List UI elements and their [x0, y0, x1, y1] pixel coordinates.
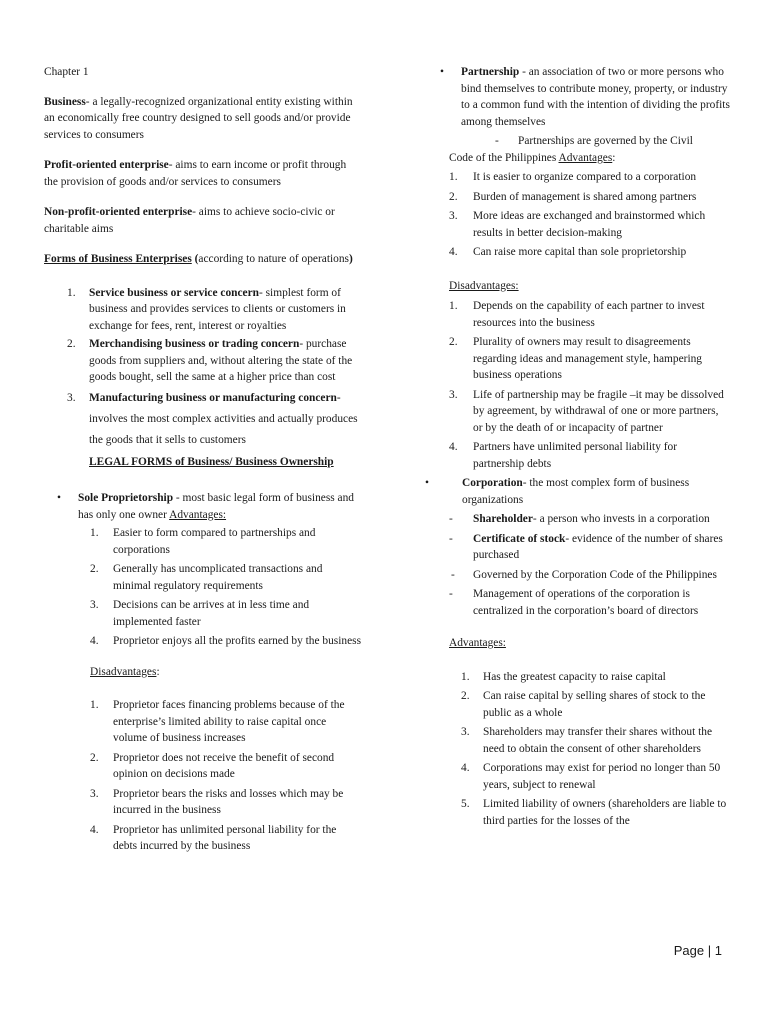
list-text: Corporations may exist for period no longer than 50 years, subject to renewal [483, 762, 721, 791]
list-item [449, 169, 730, 186]
list-term: Certificate of stock [473, 532, 566, 545]
forms-heading-paren: ( [194, 253, 199, 265]
list-number: 4. [90, 635, 99, 647]
list-text: Proprietor bears the risks and losses which may be incurred in the business [113, 787, 344, 816]
forms-heading-close: ) [348, 253, 353, 265]
list-number: 1. [461, 670, 470, 683]
dash-icon: - [451, 568, 455, 581]
list-text: Easier to form compared to partnerships and corporations [113, 527, 316, 556]
list-item [67, 336, 362, 386]
list-number: 2. [461, 690, 470, 702]
page-label: Page [673, 943, 705, 958]
civil-code-line-2: Code of the Philippines [449, 151, 559, 164]
forms-heading-bold: Forms of Business Enterprises [44, 253, 192, 265]
page-separator: | [707, 943, 712, 958]
list-item [449, 531, 730, 564]
legal-forms-heading: LEGAL FORMS of Business/ Business Ownership [89, 455, 334, 468]
partnership-section [440, 64, 730, 130]
list-text: Life of partnership may be fragile –it may be dissolved by agreement, by withdrawal of one or more partners, or by the death of or incapacity of partner [473, 388, 724, 434]
list-item [449, 334, 730, 384]
partnership-text: - an association of two or more persons who bind themselves to contribute money, property, or industry to a common fund with the intention of dividing the profits among themselves [461, 66, 730, 128]
list-text: - evidence of the number of shares purchased [473, 532, 723, 561]
list-item [449, 298, 730, 331]
list-item [90, 597, 362, 630]
definition-profit-oriented [44, 157, 362, 190]
list-number: 1. [90, 699, 99, 711]
dash-icon: - [449, 532, 453, 545]
list-text: Proprietor enjoys all the profits earned by the business [113, 635, 362, 647]
list-number: 3. [449, 388, 458, 401]
forms-list [67, 285, 362, 451]
list-text: Proprietor does not receive the benefit of second opinion on decisions made [113, 751, 335, 780]
right-column [425, 64, 730, 832]
bullet-icon: • [440, 66, 444, 78]
list-text: Burden of management is shared among partners [473, 190, 697, 203]
list-item [90, 525, 362, 558]
list-item [90, 750, 362, 783]
list-item [461, 760, 730, 793]
list-text: Proprietor faces financing problems because of the enterprise’s limited ability to raise capital once volume of business increases [113, 699, 345, 744]
dash-icon: - [449, 588, 453, 600]
list-text: Shareholders may transfer their shares without the need to obtain the consent of other shareholders [483, 726, 713, 755]
sole-disadvantages-label: Disadvantages [90, 665, 157, 678]
list-item [461, 688, 730, 721]
list-number: 2. [90, 751, 99, 764]
list-item [90, 786, 362, 819]
list-text: Plurality of owners may result to disagreements regarding ideas and management style, hampering business operations [473, 336, 702, 381]
list-text: Can raise capital by selling shares of stock to the public as a whole [483, 690, 706, 719]
page-number: 1 [714, 943, 722, 958]
sole-proprietorship-definition [78, 490, 362, 523]
list-number: 3. [90, 787, 99, 800]
list-item [461, 796, 730, 829]
sole-text: - most basic legal form of business and has only one owner [78, 492, 354, 521]
list-text: - purchase goods from suppliers and, without altering the state of the goods bought, sell the same at a higher price than cost [89, 338, 353, 383]
partnership-definition [461, 64, 730, 130]
list-item [67, 285, 362, 335]
partnership-advantages-label: Advantages [558, 151, 613, 164]
corporation-section [425, 475, 730, 508]
list-term: Service business or service concern [89, 286, 259, 299]
list-item [67, 388, 362, 451]
partnership-civil-code [449, 133, 730, 166]
forms-heading-rest: according to nature of operations [198, 253, 349, 265]
definition-business [44, 94, 362, 144]
list-text: It is easier to organize compared to a corporation [473, 171, 697, 183]
list-text: - simplest form of business and provides services to clients or customers in exchange for fees, rent, interest or royalties [89, 286, 346, 332]
list-text: More ideas are exchanged and brainstormed which results in better decision-making [473, 210, 706, 239]
corporation-advantages-label: Advantages: [449, 637, 506, 649]
list-text: Partners have unlimited personal liability for partnership debts [473, 441, 678, 470]
chapter-title: Chapter 1 [44, 66, 89, 78]
list-item [90, 697, 362, 747]
list-number: 1. [67, 286, 76, 299]
list-item [90, 822, 362, 855]
colon: : [156, 665, 160, 678]
list-text: Generally has uncomplicated transactions and minimal regulatory requirements [113, 563, 323, 592]
list-number: 3. [67, 391, 76, 404]
list-number: 1. [449, 300, 458, 312]
list-text: - involves the most complex activities and actually produces the goods that it sells to customers [89, 391, 358, 446]
sole-disadvantages-heading [90, 664, 362, 681]
sole-proprietorship-section [57, 490, 362, 855]
dash-icon: - [495, 135, 499, 147]
list-text: Management of operations of the corporation is centralized in the corporation’s board of directors [473, 588, 699, 617]
corporation-text: - the most complex form of business organizations [462, 477, 690, 506]
list-number: 4. [461, 762, 470, 774]
sole-disadvantages-list [90, 697, 362, 855]
list-number: 3. [90, 599, 99, 611]
list-item [90, 561, 362, 594]
definition-term: Non-profit-oriented enterprise [44, 206, 193, 218]
list-number: 4. [90, 823, 99, 836]
list-number: 2. [67, 338, 76, 350]
page-number-footer [674, 943, 722, 960]
forms-heading [44, 251, 362, 268]
list-number: 2. [449, 336, 458, 348]
list-number: 5. [461, 798, 470, 810]
list-number: 1. [449, 171, 458, 183]
list-term: Manufacturing business or manufacturing concern [89, 391, 337, 404]
list-number: 3. [449, 210, 458, 222]
list-text: Limited liability of owners (shareholders are liable to third parties for the losses of the [483, 798, 727, 827]
colon: : [612, 151, 616, 164]
list-item [449, 189, 730, 206]
list-item [451, 567, 730, 584]
corporation-term: Corporation [462, 477, 523, 489]
list-item [449, 244, 730, 261]
list-item [461, 724, 730, 757]
partnership-disadvantages-label: Disadvantages: [449, 279, 519, 292]
sole-term: Sole Proprietorship [78, 492, 174, 504]
definition-term: Business [44, 95, 86, 108]
definition-term: Profit-oriented enterprise [44, 159, 169, 171]
corporation-items-list [449, 511, 730, 619]
corporation-advantages-list [461, 669, 730, 830]
list-number: 4. [449, 441, 458, 453]
definition-text: - a legally-recognized organizational entity existing within an economically free country designed to sell goods and/or provide services to consumers [44, 95, 353, 141]
partnership-advantages-list [449, 169, 730, 261]
list-text: Governed by the Corporation Code of the Philippines [473, 568, 717, 581]
list-item [449, 511, 730, 528]
left-column [44, 64, 362, 858]
definition-text: - aims to earn income or profit through the provision of goods and/or services to consumers [44, 159, 347, 188]
list-item [449, 586, 730, 619]
partnership-term: Partnership [461, 66, 520, 78]
list-item [449, 387, 730, 437]
list-number: 2. [449, 190, 458, 203]
bullet-icon: • [57, 492, 61, 504]
list-text: Proprietor has unlimited personal liability for the debts incurred by the business [113, 823, 337, 852]
list-term: Shareholder [473, 513, 533, 525]
list-item [461, 669, 730, 686]
sole-advantages-list [90, 525, 362, 650]
corporation-definition [462, 475, 730, 508]
bullet-icon: • [425, 477, 429, 489]
definition-non-profit [44, 204, 362, 237]
list-text: Depends on the capability of each partner to invest resources into the business [473, 300, 705, 329]
list-term: Merchandising business or trading concern [89, 338, 300, 350]
list-text: Can raise more capital than sole proprietorship [473, 246, 687, 258]
civil-code-line-1: Partnerships are governed by the Civil [518, 135, 693, 147]
list-number: 3. [461, 726, 470, 738]
sole-advantages-label: Advantages: [169, 508, 227, 521]
dash-icon: - [449, 513, 453, 525]
list-item [449, 439, 730, 472]
list-text: Decisions can be arrives at in less time and implemented faster [113, 599, 310, 628]
list-number: 4. [449, 246, 458, 258]
definition-text: - aims to achieve socio-civic or charitable aims [44, 206, 335, 235]
list-number: 1. [90, 527, 99, 539]
partnership-disadvantages-list [449, 298, 730, 472]
list-number: 2. [90, 563, 99, 575]
list-text: Has the greatest capacity to raise capital [483, 670, 666, 683]
list-text: - a person who invests in a corporation [532, 513, 710, 525]
list-item [90, 633, 362, 650]
list-item [449, 208, 730, 241]
